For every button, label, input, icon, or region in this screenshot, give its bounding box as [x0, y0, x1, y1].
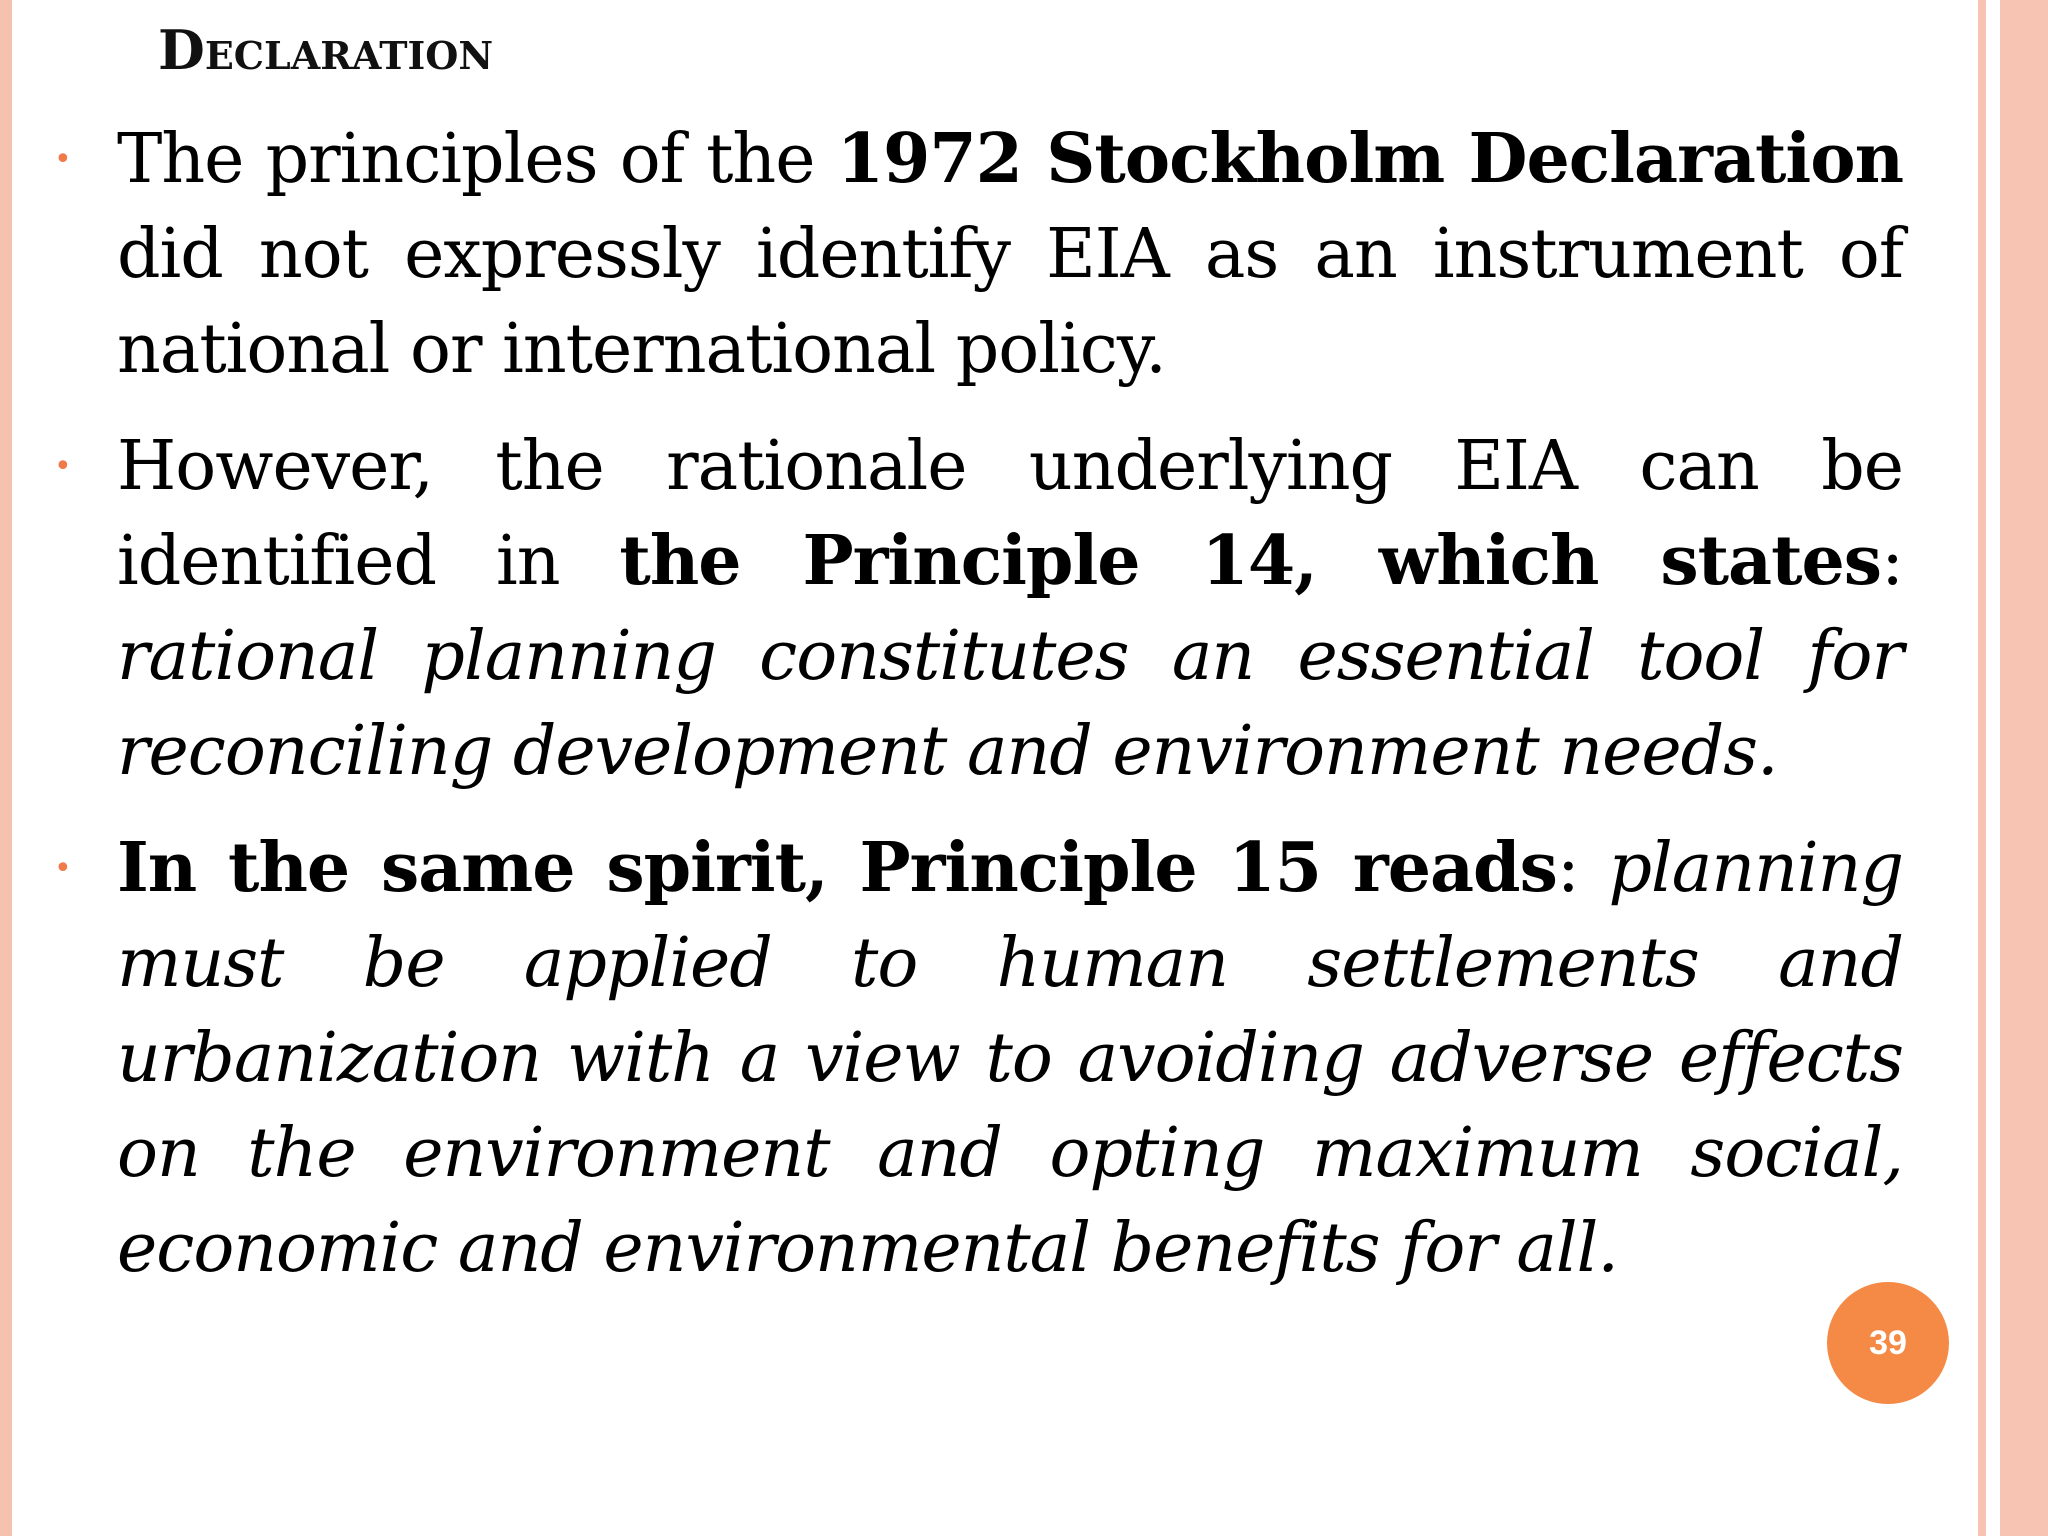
left-border-rule	[0, 0, 12, 1536]
bullet-italic-quote: rational planning constitutes an essential tool for reconciling development and environment needs.	[117, 617, 1903, 791]
bullet-text: However, the rationale underlying EIA can be identified in	[117, 427, 1903, 601]
right-border-gap	[1986, 0, 2000, 1536]
right-border-outer-band	[2000, 0, 2048, 1536]
bullet-item	[40, 419, 1903, 799]
bullet-text: :	[1881, 522, 1903, 601]
bullet-text: did not expressly identify EIA as an instrument of national or international policy.	[117, 215, 1903, 389]
bullet-bold-text: In the same spirit, Principle 15 reads	[117, 828, 1557, 908]
bullet-list	[40, 112, 1940, 1318]
bullet-text: The principles of the	[117, 120, 837, 199]
bullet-text: :	[1556, 829, 1609, 908]
bullet-dot-icon: •	[54, 449, 71, 484]
right-border-inner-band	[1978, 0, 1986, 1536]
bullet-item	[40, 112, 1903, 397]
bullet-bold-text: the Principle 14, which states	[619, 521, 1882, 601]
page-number-badge: 39	[1827, 1282, 1949, 1404]
bullet-dot-icon: •	[54, 851, 71, 886]
bullet-italic-quote: planning must be applied to human settlements and urbanization with a view to avoiding adverse effects on the environment and opting maximum social, economic and environmental benefits for all.	[117, 829, 1903, 1288]
bullet-dot-icon: •	[54, 142, 71, 177]
bullet-bold-text: 1972 Stockholm Declaration	[836, 119, 1904, 199]
slide-title: Declaration	[158, 18, 494, 82]
bullet-item	[40, 821, 1903, 1296]
